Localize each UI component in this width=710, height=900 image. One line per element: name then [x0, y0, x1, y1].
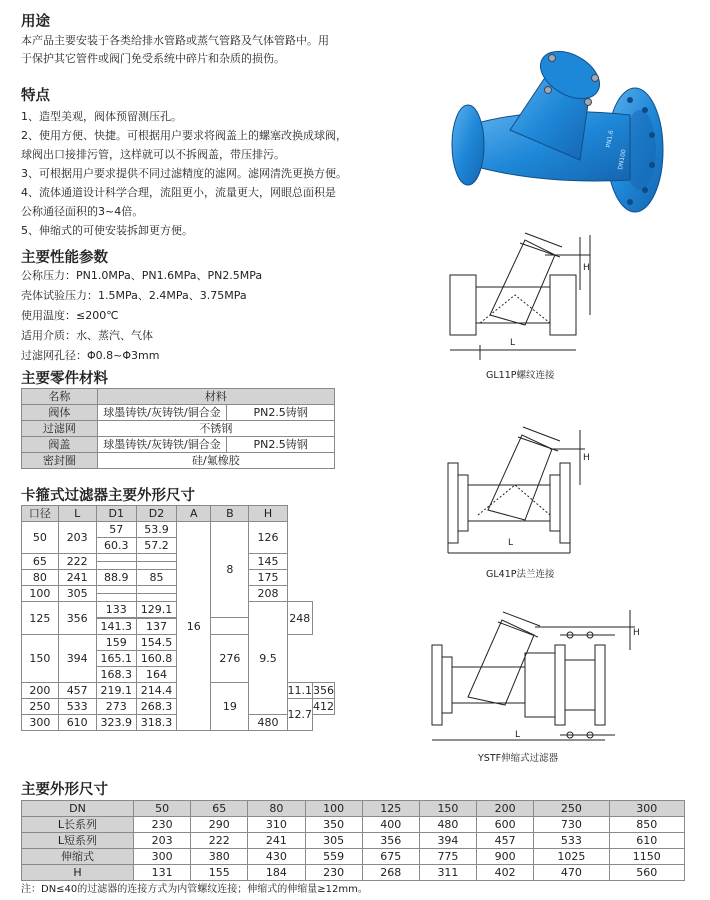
param-line: 使用温度：≤200℃: [21, 309, 119, 322]
row-label: 阀体: [22, 405, 98, 421]
table-cell: 219.1: [96, 683, 136, 699]
table-cell: 610: [58, 715, 96, 731]
table-cell: 214.4: [136, 683, 176, 699]
table-cell: 323.9: [96, 715, 136, 731]
header-cell: 65: [191, 801, 248, 817]
header-cell: 100: [305, 801, 362, 817]
param-line: 适用介质：水、蒸汽、气体: [21, 329, 153, 342]
table-cell: 276: [211, 635, 249, 683]
table-cell: 12.7: [287, 699, 313, 731]
bolt-icon: [592, 75, 599, 82]
table-cell: 球墨铸铁/灰铸铁/铜合金: [97, 437, 227, 453]
header-cell: D2: [136, 506, 176, 522]
table-cell: 16: [177, 522, 211, 731]
table-cell: 53.9: [136, 522, 176, 538]
header-cell: 125: [362, 801, 419, 817]
table-cell: [96, 554, 136, 562]
table-cell: [136, 554, 176, 562]
feature-line: 球阀出口接排污管，这样就可以不拆阀盖，带压排污。: [21, 148, 285, 161]
table-cell: 154.5: [136, 635, 176, 651]
table-cell: 900: [477, 849, 534, 865]
table-cell: 57.2: [136, 538, 176, 554]
header-cell: 材料: [97, 389, 334, 405]
dim-l-label: L: [510, 338, 516, 348]
row-label: L长系列: [22, 817, 134, 833]
table-cell: 356: [362, 833, 419, 849]
drawing-caption: YSTF伸缩式过滤器: [478, 753, 559, 764]
param-line: 壳体试验压力：1.5MPa、2.4MPa、3.75MPa: [21, 289, 247, 302]
table-cell: 775: [419, 849, 476, 865]
row-label: 密封圈: [22, 453, 98, 469]
ystf-drawing: [432, 610, 635, 740]
table-cell: 硅/氟橡胶: [97, 453, 334, 469]
table-cell: 164: [136, 667, 176, 683]
table-cell: [136, 562, 176, 570]
table-cell: 850: [609, 817, 684, 833]
table-row: [22, 833, 685, 849]
table-cell: 60.3: [96, 538, 136, 554]
table-cell: 350: [305, 817, 362, 833]
table-cell: 730: [534, 817, 609, 833]
table-cell: 305: [305, 833, 362, 849]
table-cell: 19: [211, 683, 249, 731]
table-cell: 222: [58, 554, 96, 570]
table-cell: 222: [191, 833, 248, 849]
features-heading: 特点: [21, 88, 50, 104]
clamp-heading: 卡箍式过滤器主要外形尺寸: [21, 488, 195, 504]
param-line: 公称压力：PN1.0MPa、PN1.6MPa、PN2.5MPa: [21, 269, 263, 282]
table-cell: 80: [22, 570, 59, 586]
dim-l-label: L: [508, 538, 514, 548]
table-cell: 600: [477, 817, 534, 833]
table-cell: 480: [419, 817, 476, 833]
table-cell: 88.9: [96, 570, 136, 586]
table-cell: 457: [58, 683, 96, 699]
table-cell: 457: [477, 833, 534, 849]
usage-line: 于保护其它管件或阀门免受系统中碎片和杂质的损伤。: [21, 52, 285, 65]
table-cell: 100: [22, 586, 59, 602]
table-cell: 150: [22, 635, 59, 683]
table-cell: 305: [58, 586, 96, 602]
row-label: L短系列: [22, 833, 134, 849]
table-cell: 175: [249, 570, 287, 586]
table-header-row: [22, 506, 335, 522]
table-cell: 131: [134, 865, 191, 881]
params-heading: 主要性能参数: [21, 250, 108, 266]
table-cell: 141.3: [96, 619, 136, 635]
table-cell: 311: [419, 865, 476, 881]
dim-h-label: H: [583, 453, 590, 463]
table-cell: 11.1: [287, 684, 312, 697]
table-cell: 394: [419, 833, 476, 849]
table-cell: 250: [22, 699, 59, 715]
table-cell: 273: [96, 699, 136, 715]
header-cell: D1: [96, 506, 136, 522]
dn-label: DN100: [617, 148, 628, 171]
table-cell: 203: [58, 522, 96, 554]
valve-photo: [440, 30, 670, 215]
table-cell: 不锈钢: [97, 421, 334, 437]
table-cell: 533: [534, 833, 609, 849]
table-cell: 290: [191, 817, 248, 833]
table-cell: 65: [22, 554, 59, 570]
feature-line: 1、造型美观，阀体预留测压孔。: [21, 110, 182, 123]
header-cell: 名称: [22, 389, 98, 405]
table-cell: 50: [22, 522, 59, 554]
table-cell: 125: [22, 602, 59, 635]
inlet-flange: [452, 105, 484, 185]
technical-drawings: [430, 225, 690, 780]
table-cell: 230: [134, 817, 191, 833]
header-cell: H: [249, 506, 287, 522]
table-cell: 400: [362, 817, 419, 833]
table-cell: 610: [609, 833, 684, 849]
dims-table: [21, 800, 685, 881]
header-cell: 50: [134, 801, 191, 817]
table-cell: 412: [313, 700, 334, 713]
table-cell: 241: [248, 833, 305, 849]
feature-line: 5、伸缩式的可使安装拆卸更方便。: [21, 224, 193, 237]
table-cell: [96, 594, 136, 602]
header-cell: 300: [609, 801, 684, 817]
table-cell: 480: [249, 715, 287, 731]
table-row: [22, 405, 335, 421]
table-cell: 203: [134, 833, 191, 849]
table-cell: 1025: [534, 849, 609, 865]
table-cell: 268: [362, 865, 419, 881]
header-cell: A: [177, 506, 211, 522]
row-label: 阀盖: [22, 437, 98, 453]
table-cell: 470: [534, 865, 609, 881]
table-cell: PN2.5铸钢: [227, 437, 335, 453]
header-cell: L: [58, 506, 96, 522]
table-cell: 85: [136, 570, 176, 586]
gl11p-drawing: [450, 233, 590, 360]
header-cell: 200: [477, 801, 534, 817]
table-cell: 268.3: [136, 699, 176, 715]
header-cell: B: [211, 506, 249, 522]
table-cell: 241: [58, 570, 96, 586]
table-header-row: [22, 801, 685, 817]
table-cell: 168.3: [96, 667, 136, 683]
table-header-row: [22, 389, 335, 405]
table-cell: 200: [22, 683, 59, 699]
table-cell: 165.1: [96, 651, 136, 667]
table-cell: 310: [248, 817, 305, 833]
table-cell: 1150: [609, 849, 684, 865]
pn-label: PN1.6: [605, 129, 616, 149]
usage-line: 本产品主要安装于各类给排水管路或蒸气管路及气体管路中。用: [21, 34, 329, 47]
table-row: [22, 817, 685, 833]
table-cell: 8: [211, 522, 249, 618]
gl41p-drawing: [448, 427, 585, 553]
table-cell: 230: [305, 865, 362, 881]
table-cell: 184: [248, 865, 305, 881]
table-cell: 300: [134, 849, 191, 865]
feature-line: 2、使用方便、快捷。可根据用户要求将阀盖上的螺塞改换成球阀，: [21, 129, 347, 142]
table-row: [22, 437, 335, 453]
table-cell: 137: [136, 619, 176, 635]
table-cell: 160.8: [136, 651, 176, 667]
feature-line: 4、流体通道设计科学合理，流阻更小，流量更大，网眼总面积是: [21, 186, 336, 199]
table-cell: 155: [191, 865, 248, 881]
table-cell: 133: [96, 602, 136, 618]
header-cell: 150: [419, 801, 476, 817]
bolt-icon: [585, 99, 592, 106]
usage-heading: 用途: [21, 14, 50, 30]
table-row: [22, 849, 685, 865]
bolt-icon: [545, 87, 552, 94]
table-cell: 430: [248, 849, 305, 865]
table-cell: 9.5: [249, 602, 287, 715]
row-label: 伸缩式: [22, 849, 134, 865]
table-cell: 356: [58, 602, 96, 635]
table-cell: 159: [96, 635, 136, 651]
dims-heading: 主要外形尺寸: [21, 782, 108, 798]
table-cell: PN2.5铸钢: [227, 405, 335, 421]
materials-table: [21, 388, 335, 469]
header-cell: 80: [248, 801, 305, 817]
param-line: 过滤网孔径：Φ0.8~Φ3mm: [21, 349, 160, 362]
table-cell: 380: [191, 849, 248, 865]
dim-h-label: H: [633, 628, 640, 638]
table-cell: [96, 586, 136, 594]
table-cell: 57: [96, 522, 136, 538]
footnote: 注：DN≤40的过滤器的连接方式为内管螺纹连接；伸缩式的伸缩量≥12mm。: [21, 884, 368, 895]
table-row: [22, 453, 335, 469]
table-cell: 356: [313, 684, 334, 697]
materials-heading: 主要零件材料: [21, 371, 108, 387]
header-cell: 口径: [22, 506, 59, 522]
feature-line: 3、可根据用户要求提供不同过滤精度的滤网。滤网清洗更换方便。: [21, 167, 347, 180]
table-cell: 394: [58, 635, 96, 683]
dim-l-label: L: [515, 730, 521, 740]
table-row: [22, 421, 335, 437]
table-cell: 208: [249, 586, 287, 602]
table-cell: 126: [249, 522, 287, 554]
table-cell: [96, 562, 136, 570]
table-cell: 248: [287, 602, 313, 635]
dim-h-label: H: [583, 263, 590, 273]
header-cell: 250: [534, 801, 609, 817]
table-cell: 球墨铸铁/灰铸铁/铜合金: [97, 405, 227, 421]
table-cell: [136, 594, 176, 602]
table-cell: 129.1: [136, 602, 176, 618]
clamp-table: [21, 505, 335, 731]
drawing-caption: GL41P法兰连接: [486, 569, 555, 580]
feature-line: 公称通径面积的3~4倍。: [21, 205, 144, 218]
drawing-caption: GL11P螺纹连接: [486, 370, 555, 381]
table-row: [22, 865, 685, 881]
table-cell: 559: [305, 849, 362, 865]
table-cell: 145: [249, 554, 287, 570]
table-cell: 318.3: [136, 715, 176, 731]
table-cell: 402: [477, 865, 534, 881]
row-label: H: [22, 865, 134, 881]
table-cell: 300: [22, 715, 59, 731]
table-cell: [136, 586, 176, 594]
bolt-icon: [549, 55, 556, 62]
table-row: [22, 522, 335, 538]
table-cell: 533: [58, 699, 96, 715]
table-cell: 560: [609, 865, 684, 881]
header-cell: DN: [22, 801, 134, 817]
table-cell: 675: [362, 849, 419, 865]
row-label: 过滤网: [22, 421, 98, 437]
